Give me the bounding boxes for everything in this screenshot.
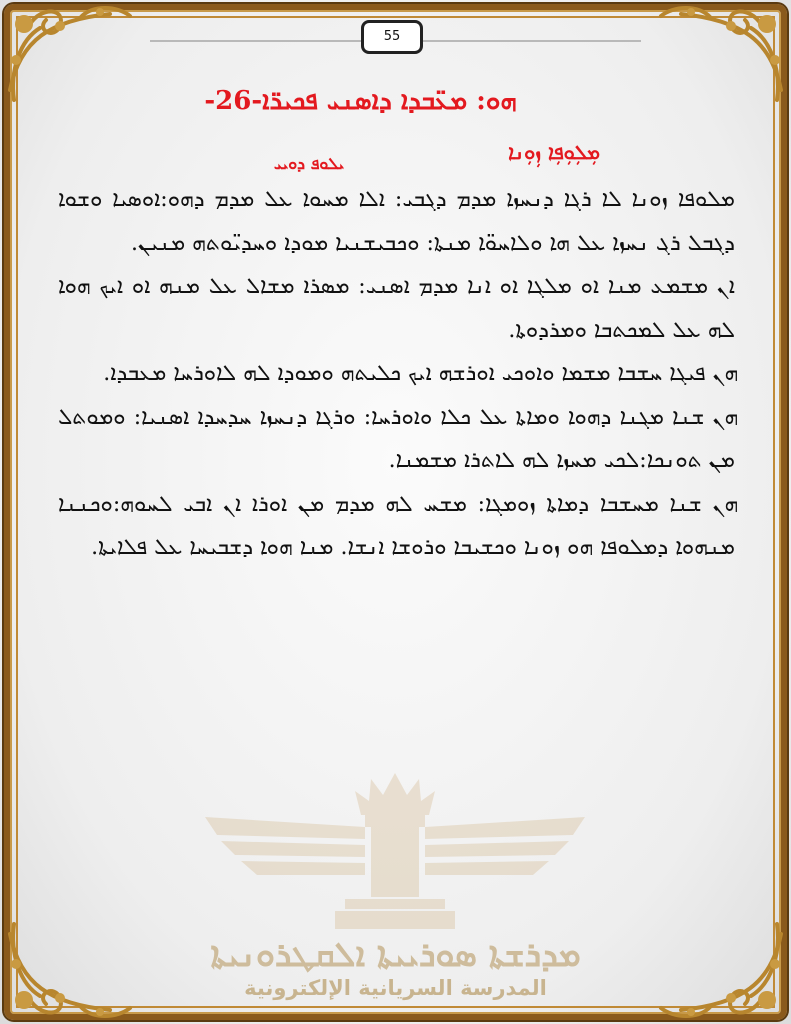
- winged-emblem-watermark: [195, 765, 595, 935]
- paragraph: ܡܠܘܦܐ ܙܘܢܐ ܠܐ ܪܓܐ ܕܢܚܙܐ ܡܕܡ ܕܓܒܝ: ܐܠܐ ܡܚܘܐ ܥܠ ܡܕܡ ܕܗܘ:ܐܘܣܝܐ ܘܫܘܐ ܕܓܒܠ ܪܓ ܢܚܙܐ ܥܠ ܗܐ ܘܠܐܚܘ̈ܐ ܡܢܬܐ: ܘܟܒܝܫܢܝܐ ܡܘܕܐ ܘܚܕܝ̈ܘܬܗ ܡܢܝܢ.: [58, 187, 735, 256]
- corner-ornament: [0, 914, 150, 1024]
- school-name-syriac: ܡܕܪܫܬܐ ܣܘܪܝܝܬܐ ܐܠܩܛܪܘܢܝܬܐ: [210, 935, 581, 975]
- page-number: 55: [361, 20, 423, 54]
- lesson-title: ܗܘ: ܡܥ̈ܒܕܐ ܕܐܣܢܝ ܦܟܝܪ̈ܐ-26-: [204, 86, 517, 116]
- corner-ornament: [641, 0, 791, 110]
- corner-ornament: [641, 914, 791, 1024]
- paragraph: ܗܢ ܫܢܐ ܡܓܢܐ ܕܗܘܐ ܘܡܐܬܐ ܥܠ ܟܠܐ ܘܐܘܪܚܐ: ܘܪܓܐ ܕܢܚܙܐ ܚܕܚܕܐ ܐܣܢܝܐ: ܘܡܘܬܠ ܡܢ ܬܘܢܟܐ:ܠܟܝ ܡܚܙܐ ܠܗ ܠܐܬܪܐ ܡܫܡܢܐ.: [58, 404, 735, 473]
- margin-note: ܝܠܘܦ ܕܘܝܝ: [273, 154, 345, 173]
- paragraph: ܗܢ ܦܝܓܐ ܚܫܒܐ ܡܫܡܐ ܘܐܘܟܝ ܐܘܪܫܗ ܐܝܟ ܟܠܝܬܗ ܘܡܘܕܐ ܠܗ ܠܐܘܪܚܐ ܡܥܒܕܐ.: [103, 361, 735, 386]
- paragraph: ܗܢ ܫܢܐ ܡܚܫܒܐ ܕܡܐܬܐ ܙܘܡܓܐ: ܡܫܚ ܠܗ ܡܕܡ ܡܢ ܐܘܪܐ ܐܢ ܐܒܝ ܠܚܘܗ:ܘܟܢܢܐ ܡܢܗܘܐ ܕܡܠܘܦܐ ܗܘ ܙܘܢܐ ܘܟܫܝܒܐ ܘܪܘܫܐ ܐܢܫܐ. ܡܢܐ ܗܘܐ ܕܫܒܝܚܐ ܥܠ ܦܠܐܝܬܐ.: [58, 491, 735, 560]
- body-text: [58, 178, 735, 570]
- school-name-arabic: المدرسة السريانية الإلكترونية: [244, 976, 547, 1000]
- lesson-subtitle: ܡܼܠܼܘܼܦܼܐ ܙܼܘܼܢܐ: [508, 140, 600, 164]
- paragraph: ܐܢ ܡܫܡܥ ܡܢܐ ܐܘ ܡܠܓܐ ܐܘ ܐܢܐ ܡܕܡ ܐܣܢܝ: ܡܣܪܐ ܡܫܐܠ ܥܠ ܡܢܗ ܐܘ ܐܝܟ ܗܘܐ ܠܗ ܥܠ ܠܡܟܬܒܐ ܘܡܪܕܘܬܐ.: [58, 274, 735, 343]
